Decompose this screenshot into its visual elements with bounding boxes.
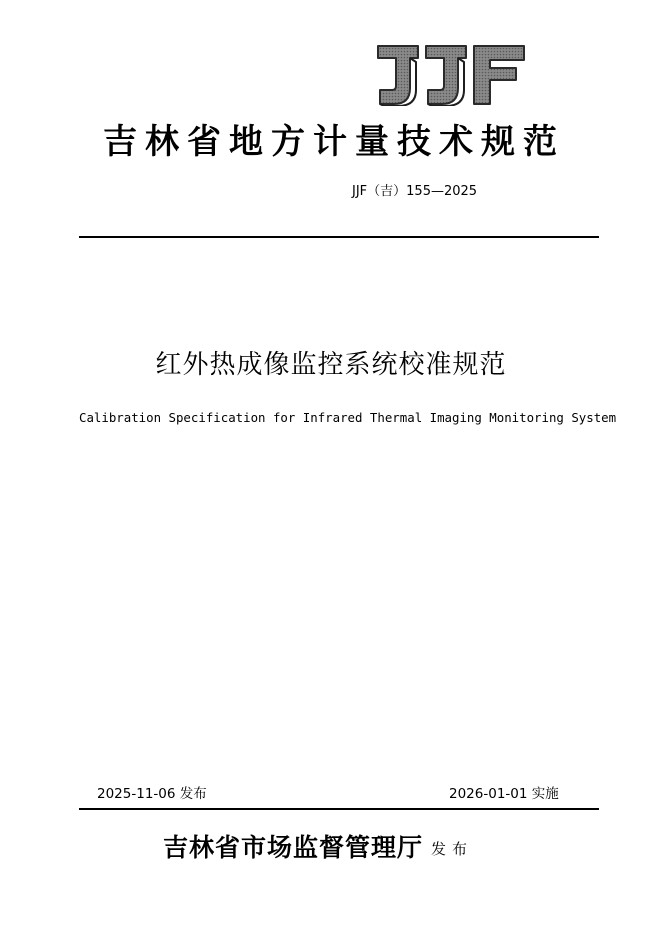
top-divider <box>79 236 599 238</box>
publisher-suffix: 发布 <box>431 840 474 858</box>
document-number: JJF（吉）155—2025 <box>352 184 478 199</box>
publisher-line <box>163 828 473 871</box>
issue-date: 2025-11-06 发布 <box>97 786 207 802</box>
document-series-title: 吉林省地方计量技术规范 <box>103 122 565 162</box>
title-chinese: 红外热成像监控系统校准规范 <box>155 350 507 380</box>
title-english: Calibration Specification for Infrared Thermal Imaging Monitoring System <box>79 410 617 425</box>
bottom-divider <box>79 808 599 810</box>
jjf-logo <box>376 44 526 106</box>
publisher-name: 吉林省市场监督管理厅 <box>163 833 424 862</box>
implementation-date: 2026-01-01 实施 <box>449 786 559 802</box>
jjf-logo-graphic <box>376 44 526 106</box>
